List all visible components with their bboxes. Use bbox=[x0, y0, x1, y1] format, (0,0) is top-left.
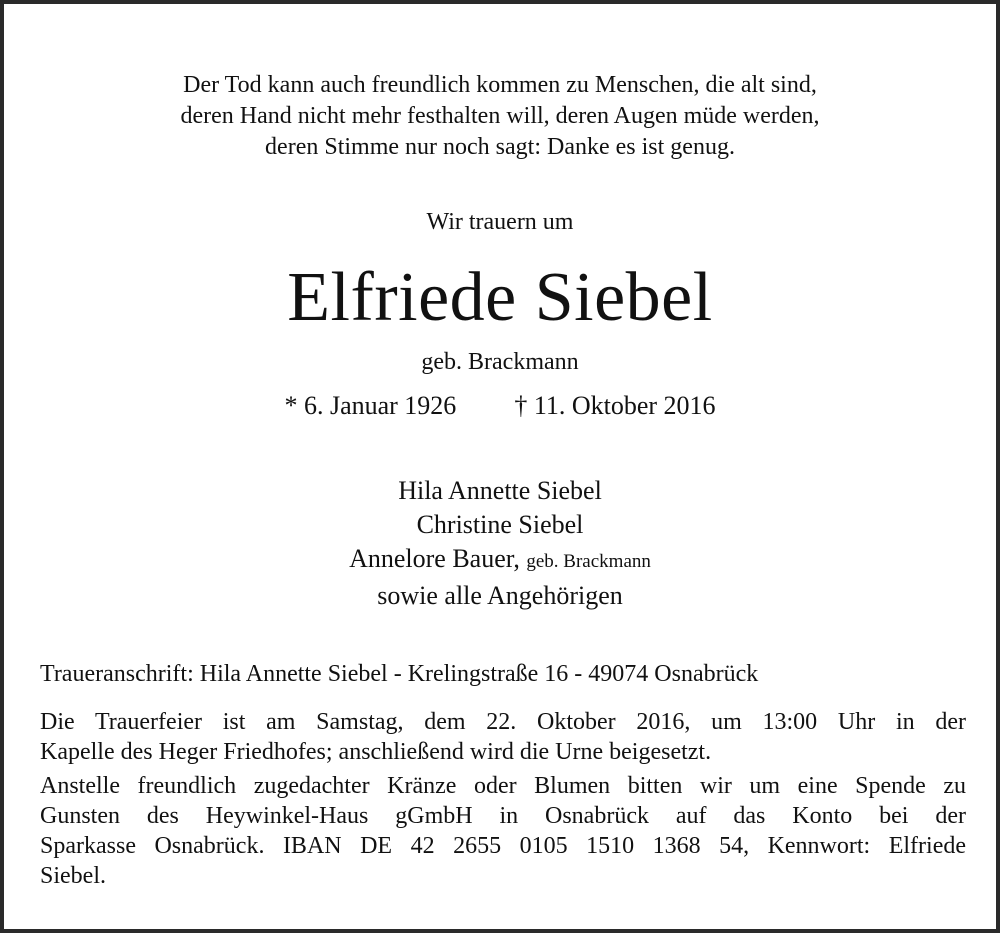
donation-line: Siebel. bbox=[40, 863, 106, 889]
mourner: Christine Siebel bbox=[416, 510, 584, 539]
intro-text: Wir trauern um bbox=[426, 209, 574, 235]
mourner bbox=[4, 542, 996, 579]
mourners-list bbox=[4, 474, 996, 613]
verse-line: deren Stimme nur noch sagt: Danke es ist genug. bbox=[265, 134, 735, 160]
donation-line: Anstelle freundlich zugedachter Kränze oder Blumen bitten wir um eine Spende zu bbox=[40, 773, 966, 799]
donation-line: Gunsten des Heywinkel-Haus gGmbH in Osnabrück auf das Konto bei der bbox=[40, 803, 966, 829]
verse-line: deren Hand nicht mehr festhalten will, deren Augen müde werden, bbox=[180, 103, 820, 129]
maiden-name: geb. Brackmann bbox=[421, 349, 579, 375]
deceased-name: Elfriede Siebel bbox=[287, 259, 713, 336]
mourner: Hila Annette Siebel bbox=[398, 476, 602, 505]
life-dates bbox=[4, 390, 996, 422]
death-date: † 11. Oktober 2016 bbox=[514, 391, 716, 420]
mourner: sowie alle Angehörigen bbox=[377, 581, 623, 610]
mourning-address: Traueranschrift: Hila Annette Siebel - Krelingstraße 16 - 49074 Osnabrück bbox=[40, 661, 759, 687]
mourner-note: geb. Brackmann bbox=[526, 551, 651, 572]
birth-date: * 6. Januar 1926 bbox=[284, 391, 457, 420]
mourner-name: Annelore Bauer, bbox=[349, 544, 520, 573]
verse bbox=[4, 70, 996, 163]
ceremony-line: Die Trauerfeier ist am Samstag, dem 22. Oktober 2016, um 13:00 Uhr in der bbox=[40, 709, 966, 735]
ceremony-line: Kapelle des Heger Friedhofes; anschließend wird die Urne beigesetzt. bbox=[40, 739, 712, 765]
ceremony-paragraph bbox=[40, 707, 966, 767]
donation-paragraph bbox=[40, 771, 966, 891]
verse-line: Der Tod kann auch freundlich kommen zu Menschen, die alt sind, bbox=[183, 72, 817, 98]
donation-line: Sparkasse Osnabrück. IBAN DE 42 2655 0105 1510 1368 54, Kennwort: Elfriede bbox=[40, 833, 966, 859]
